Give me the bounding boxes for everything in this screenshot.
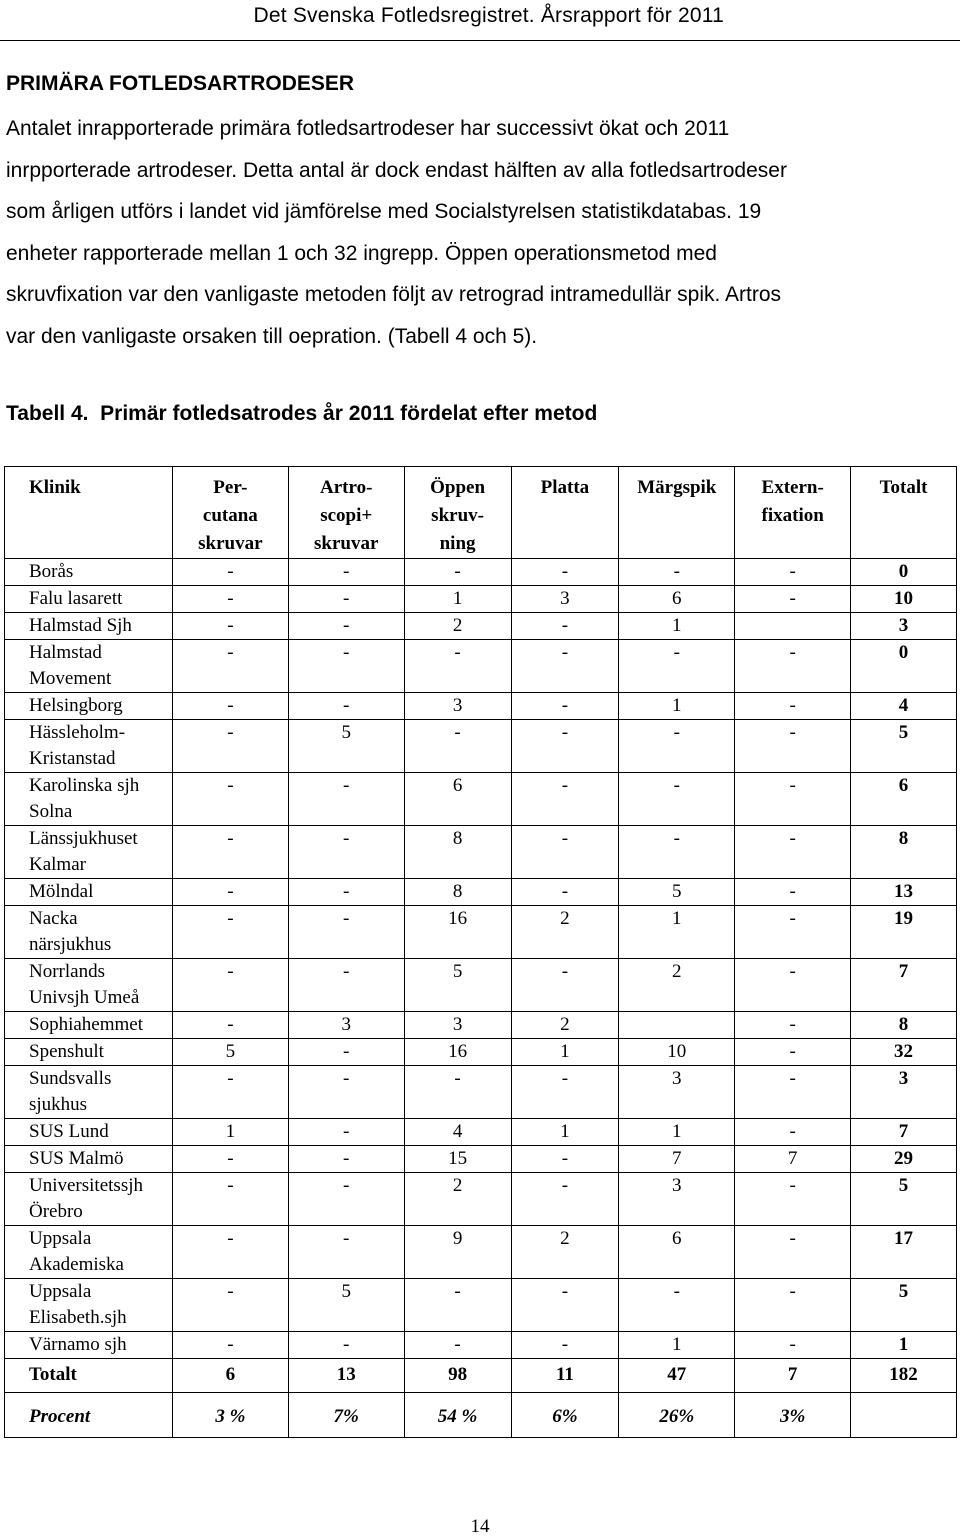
- header-line: Platta: [540, 477, 590, 498]
- value-cell: 2: [511, 1012, 619, 1039]
- table-row: [5, 1012, 957, 1039]
- value-cell: [735, 613, 851, 640]
- table-row: [5, 559, 957, 586]
- table-row: [5, 640, 957, 693]
- table-row: [5, 720, 957, 773]
- value-cell: -: [288, 1119, 404, 1146]
- value-cell: -: [172, 720, 288, 773]
- header-line: Totalt: [879, 477, 928, 498]
- klinik-cell: [5, 1279, 173, 1332]
- value-cell: -: [735, 879, 851, 906]
- klinik-name-line: Movement: [29, 668, 112, 689]
- header-line: Extern-: [761, 477, 824, 498]
- row-total-cell: 5: [851, 1173, 957, 1226]
- value-cell: -: [172, 1332, 288, 1359]
- value-cell: -: [288, 1173, 404, 1226]
- section-title: PRIMÄRA FOTLEDSARTRODESER: [6, 72, 355, 95]
- klinik-name-line: Akademiska: [29, 1254, 124, 1275]
- value-cell: -: [511, 773, 619, 826]
- value-cell: -: [511, 559, 619, 586]
- row-total-cell: 32: [851, 1039, 957, 1066]
- klinik-name-line: Elisabeth.sjh: [29, 1307, 127, 1328]
- klinik-name-line: Länssjukhuset: [29, 828, 138, 849]
- value-cell: -: [735, 720, 851, 773]
- value-cell: -: [288, 613, 404, 640]
- value-cell: -: [511, 1332, 619, 1359]
- percent-row: [5, 1393, 957, 1438]
- paragraph-line: enheter rapporterade mellan 1 och 32 ingrepp. Öppen operationsmetod med: [6, 241, 717, 265]
- value-cell: 1: [619, 693, 735, 720]
- value-cell: 3: [404, 1012, 511, 1039]
- value-cell: 3: [619, 1173, 735, 1226]
- value-cell: 3: [288, 1012, 404, 1039]
- value-cell: 7: [619, 1146, 735, 1173]
- klinik-name-line: Örebro: [29, 1201, 83, 1222]
- value-cell: -: [735, 1039, 851, 1066]
- value-cell: -: [404, 559, 511, 586]
- row-total-cell: 7: [851, 959, 957, 1012]
- value-cell: 2: [619, 959, 735, 1012]
- value-cell: -: [172, 640, 288, 693]
- klinik-name-line: närsjukhus: [29, 934, 112, 955]
- value-cell: 10: [619, 1039, 735, 1066]
- value-cell: -: [288, 1039, 404, 1066]
- document-header: Det Svenska Fotledsregistret. Årsrapport för 2011: [253, 4, 724, 27]
- klinik-cell: [5, 586, 173, 613]
- value-cell: -: [735, 1012, 851, 1039]
- value-cell: -: [288, 906, 404, 959]
- value-cell: -: [735, 693, 851, 720]
- value-cell: -: [172, 613, 288, 640]
- klinik-name-line: Halmstad: [29, 642, 102, 663]
- intro-paragraph: [6, 114, 936, 363]
- value-cell: -: [404, 640, 511, 693]
- value-cell: -: [735, 773, 851, 826]
- value-cell: -: [172, 1012, 288, 1039]
- total-cell: 182: [851, 1359, 957, 1393]
- value-cell: -: [735, 906, 851, 959]
- value-cell: 6: [404, 773, 511, 826]
- value-cell: -: [735, 586, 851, 613]
- header-klinik: [5, 467, 173, 559]
- klinik-name-line: Sophiahemmet: [29, 1014, 143, 1035]
- value-cell: -: [511, 959, 619, 1012]
- value-cell: -: [511, 640, 619, 693]
- percent-cell: 3 %: [172, 1393, 288, 1438]
- value-cell: 3: [619, 1066, 735, 1119]
- percent-cell: [851, 1393, 957, 1438]
- header-line: cutana: [202, 505, 258, 526]
- paragraph-line: Antalet inrapporterade primära fotledsartrodeser har successivt ökat och 2011: [6, 117, 730, 140]
- value-cell: -: [404, 1066, 511, 1119]
- klinik-cell: [5, 826, 173, 879]
- value-cell: -: [619, 559, 735, 586]
- klinik-name-line: Falu lasarett: [29, 588, 123, 609]
- value-cell: 16: [404, 1039, 511, 1066]
- table-row: [5, 906, 957, 959]
- row-total-cell: 1: [851, 1332, 957, 1359]
- klinik-name-line: SUS Malmö: [29, 1148, 124, 1169]
- value-cell: -: [619, 720, 735, 773]
- klinik-name-line: Helsingborg: [29, 695, 123, 716]
- value-cell: -: [288, 586, 404, 613]
- total-label: Totalt: [5, 1359, 173, 1393]
- header-oppen: [404, 467, 511, 559]
- value-cell: -: [404, 1332, 511, 1359]
- value-cell: -: [511, 826, 619, 879]
- table-row: [5, 1332, 957, 1359]
- value-cell: -: [511, 1066, 619, 1119]
- value-cell: -: [511, 1279, 619, 1332]
- row-total-cell: 0: [851, 559, 957, 586]
- value-cell: -: [735, 1066, 851, 1119]
- klinik-cell: [5, 559, 173, 586]
- value-cell: -: [511, 879, 619, 906]
- table-row: [5, 586, 957, 613]
- percent-cell: 6%: [511, 1393, 619, 1438]
- header-line: skruvar: [198, 533, 263, 554]
- klinik-cell: [5, 613, 173, 640]
- value-cell: -: [735, 959, 851, 1012]
- header-line: Märgspik: [637, 477, 717, 498]
- header-line: scopi+: [320, 505, 373, 526]
- header-margspik: [619, 467, 735, 559]
- value-cell: -: [288, 1146, 404, 1173]
- row-total-cell: 6: [851, 773, 957, 826]
- klinik-name-line: Kalmar: [29, 854, 86, 875]
- total-cell: 7: [735, 1359, 851, 1393]
- klinik-cell: [5, 1226, 173, 1279]
- value-cell: 7: [735, 1146, 851, 1173]
- row-total-cell: 10: [851, 586, 957, 613]
- value-cell: 1: [511, 1119, 619, 1146]
- row-total-cell: 13: [851, 879, 957, 906]
- value-cell: -: [172, 1226, 288, 1279]
- row-total-cell: 3: [851, 613, 957, 640]
- row-total-cell: 17: [851, 1226, 957, 1279]
- value-cell: -: [511, 1146, 619, 1173]
- value-cell: 1: [404, 586, 511, 613]
- table-row: [5, 1146, 957, 1173]
- value-cell: -: [172, 773, 288, 826]
- value-cell: 9: [404, 1226, 511, 1279]
- row-total-cell: 4: [851, 693, 957, 720]
- value-cell: 1: [619, 1332, 735, 1359]
- header-line: Klinik: [29, 477, 81, 498]
- header-line: Artro-: [320, 477, 373, 498]
- value-cell: -: [735, 1332, 851, 1359]
- klinik-cell: [5, 879, 173, 906]
- value-cell: -: [735, 826, 851, 879]
- klinik-cell: [5, 1012, 173, 1039]
- klinik-cell: [5, 1039, 173, 1066]
- klinik-cell: [5, 1173, 173, 1226]
- value-cell: -: [172, 559, 288, 586]
- value-cell: -: [288, 826, 404, 879]
- klinik-name-line: Halmstad Sjh: [29, 615, 132, 636]
- value-cell: -: [619, 640, 735, 693]
- total-cell: 98: [404, 1359, 511, 1393]
- value-cell: 5: [288, 720, 404, 773]
- klinik-cell: [5, 906, 173, 959]
- klinik-cell: [5, 1146, 173, 1173]
- value-cell: [619, 1012, 735, 1039]
- page-number: 14: [470, 1516, 490, 1537]
- value-cell: -: [619, 1279, 735, 1332]
- value-cell: -: [735, 640, 851, 693]
- paragraph-line: skruvfixation var den vanligaste metoden följt av retrograd intramedullär spik. Artros: [6, 283, 782, 306]
- value-cell: -: [172, 693, 288, 720]
- klinik-cell: [5, 1119, 173, 1146]
- value-cell: 2: [511, 906, 619, 959]
- row-total-cell: 3: [851, 1066, 957, 1119]
- value-cell: -: [172, 879, 288, 906]
- klinik-name-line: Hässleholm-: [29, 722, 126, 743]
- klinik-name-line: Nacka: [29, 908, 78, 929]
- header-externfixation: [735, 467, 851, 559]
- table-row: [5, 959, 957, 1012]
- row-total-cell: 5: [851, 1279, 957, 1332]
- klinik-cell: [5, 693, 173, 720]
- value-cell: 1: [619, 613, 735, 640]
- percent-label: Procent: [5, 1393, 173, 1438]
- value-cell: -: [735, 1279, 851, 1332]
- total-row: [5, 1359, 957, 1393]
- value-cell: 3: [404, 693, 511, 720]
- percent-cell: 3%: [735, 1393, 851, 1438]
- value-cell: 5: [619, 879, 735, 906]
- klinik-name-line: Universitetssjh: [29, 1175, 143, 1196]
- percent-cell: 7%: [288, 1393, 404, 1438]
- table-row: [5, 1039, 957, 1066]
- klinik-name-line: Kristanstad: [29, 748, 116, 769]
- value-cell: 1: [619, 906, 735, 959]
- value-cell: 5: [288, 1279, 404, 1332]
- header-divider: [0, 40, 960, 41]
- value-cell: 2: [511, 1226, 619, 1279]
- value-cell: -: [172, 1066, 288, 1119]
- value-cell: 4: [404, 1119, 511, 1146]
- value-cell: -: [288, 959, 404, 1012]
- percent-cell: 26%: [619, 1393, 735, 1438]
- value-cell: -: [619, 773, 735, 826]
- header-totalt: [851, 467, 957, 559]
- klinik-cell: [5, 1066, 173, 1119]
- header-line: skruvar: [314, 533, 379, 554]
- header-line: Per-: [213, 477, 248, 498]
- header-line: Öppen: [430, 477, 486, 498]
- value-cell: -: [172, 959, 288, 1012]
- row-total-cell: 19: [851, 906, 957, 959]
- table-row: [5, 693, 957, 720]
- value-cell: -: [735, 559, 851, 586]
- value-cell: -: [288, 879, 404, 906]
- percent-cell: 54 %: [404, 1393, 511, 1438]
- value-cell: 5: [404, 959, 511, 1012]
- total-cell: 47: [619, 1359, 735, 1393]
- value-cell: -: [404, 720, 511, 773]
- paragraph-line: var den vanligaste orsaken till oepration. (Tabell 4 och 5).: [6, 324, 538, 348]
- header-platta: [511, 467, 619, 559]
- value-cell: 2: [404, 1173, 511, 1226]
- value-cell: 5: [172, 1039, 288, 1066]
- klinik-cell: [5, 640, 173, 693]
- total-cell: 13: [288, 1359, 404, 1393]
- header-line: ning: [439, 533, 476, 554]
- value-cell: -: [735, 1119, 851, 1146]
- table-header-row: [5, 467, 957, 559]
- paragraph-line: som årligen utförs i landet vid jämförelse med Socialstyrelsen statistikdatabas. 19: [6, 200, 762, 223]
- table-row: [5, 826, 957, 879]
- header-line: skruv-: [431, 505, 484, 526]
- klinik-name-line: Uppsala: [29, 1281, 92, 1302]
- klinik-cell: [5, 773, 173, 826]
- value-cell: 3: [511, 586, 619, 613]
- paragraph-line: inrpporterade artrodeser. Detta antal är dock endast hälften av alla fotledsartrodeser: [6, 158, 787, 182]
- value-cell: -: [735, 1173, 851, 1226]
- value-cell: -: [172, 1146, 288, 1173]
- value-cell: 6: [619, 1226, 735, 1279]
- value-cell: -: [619, 826, 735, 879]
- value-cell: -: [511, 1173, 619, 1226]
- klinik-name-line: sjukhus: [29, 1094, 88, 1115]
- klinik-name-line: Uppsala: [29, 1228, 92, 1249]
- value-cell: -: [288, 1066, 404, 1119]
- value-cell: 8: [404, 826, 511, 879]
- table-row: [5, 773, 957, 826]
- klinik-name-line: Borås: [29, 561, 74, 582]
- value-cell: -: [511, 613, 619, 640]
- value-cell: 16: [404, 906, 511, 959]
- value-cell: 1: [511, 1039, 619, 1066]
- klinik-name-line: Univsjh Umeå: [29, 987, 140, 1008]
- row-total-cell: 5: [851, 720, 957, 773]
- value-cell: -: [288, 559, 404, 586]
- value-cell: -: [288, 773, 404, 826]
- value-cell: -: [288, 1226, 404, 1279]
- klinik-name-line: Solna: [29, 801, 73, 822]
- value-cell: 1: [619, 1119, 735, 1146]
- row-total-cell: 7: [851, 1119, 957, 1146]
- value-cell: -: [735, 1226, 851, 1279]
- header-artroscopi: [288, 467, 404, 559]
- value-cell: 6: [619, 586, 735, 613]
- value-cell: 8: [404, 879, 511, 906]
- value-cell: -: [172, 906, 288, 959]
- total-cell: 11: [511, 1359, 619, 1393]
- value-cell: -: [288, 640, 404, 693]
- row-total-cell: 8: [851, 826, 957, 879]
- klinik-cell: [5, 720, 173, 773]
- value-cell: -: [404, 1279, 511, 1332]
- table-caption: Tabell 4. Primär fotledsatrodes år 2011 fördelat efter metod: [6, 402, 598, 425]
- klinik-cell: [5, 1332, 173, 1359]
- value-cell: 1: [172, 1119, 288, 1146]
- row-total-cell: 29: [851, 1146, 957, 1173]
- klinik-name-line: Karolinska sjh: [29, 775, 140, 796]
- value-cell: 15: [404, 1146, 511, 1173]
- row-total-cell: 8: [851, 1012, 957, 1039]
- value-cell: -: [288, 693, 404, 720]
- value-cell: -: [511, 720, 619, 773]
- value-cell: -: [172, 1279, 288, 1332]
- klinik-name-line: Mölndal: [29, 881, 94, 902]
- table-row: [5, 613, 957, 640]
- header-line: fixation: [761, 505, 824, 526]
- klinik-name-line: Norrlands: [29, 961, 105, 982]
- table-row: [5, 1173, 957, 1226]
- value-cell: -: [288, 1332, 404, 1359]
- value-cell: -: [511, 693, 619, 720]
- table-row: [5, 1279, 957, 1332]
- table-row: [5, 879, 957, 906]
- data-table: [4, 466, 957, 1438]
- value-cell: -: [172, 586, 288, 613]
- table-row: [5, 1066, 957, 1119]
- value-cell: 2: [404, 613, 511, 640]
- klinik-name-line: Spenshult: [29, 1041, 104, 1062]
- value-cell: -: [172, 826, 288, 879]
- klinik-name-line: Sundsvalls: [29, 1068, 112, 1089]
- table-row: [5, 1226, 957, 1279]
- klinik-name-line: SUS Lund: [29, 1121, 109, 1142]
- klinik-cell: [5, 959, 173, 1012]
- klinik-name-line: Värnamo sjh: [29, 1334, 127, 1355]
- row-total-cell: 0: [851, 640, 957, 693]
- header-percutana: [172, 467, 288, 559]
- value-cell: -: [172, 1173, 288, 1226]
- table-row: [5, 1119, 957, 1146]
- total-cell: 6: [172, 1359, 288, 1393]
